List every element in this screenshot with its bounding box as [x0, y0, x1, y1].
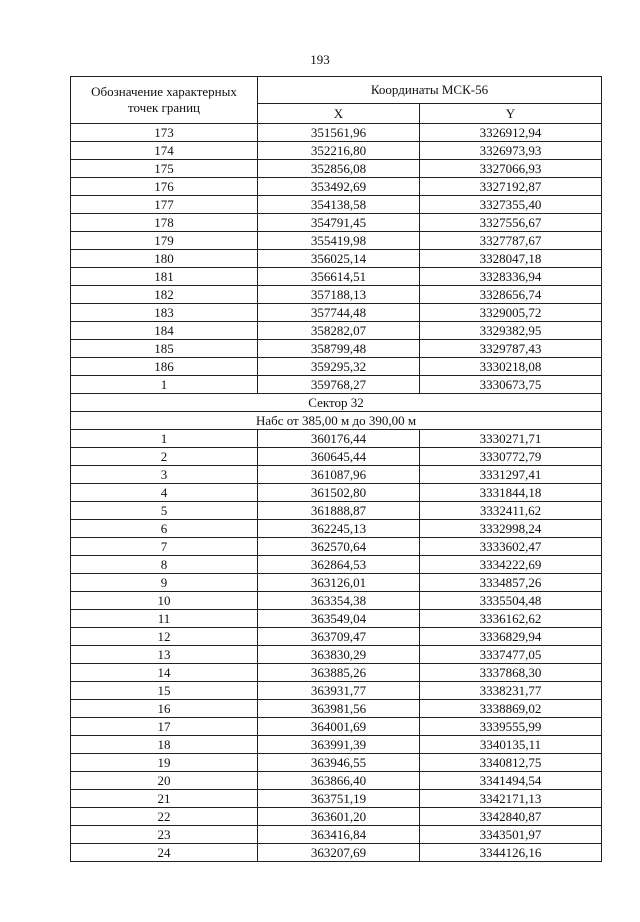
table-row [71, 142, 602, 160]
table-row [71, 268, 602, 286]
x-cell: 362864,53 [258, 556, 420, 574]
y-cell: 3338869,02 [420, 700, 602, 718]
point-cell: 20 [71, 772, 258, 790]
y-cell: 3337868,30 [420, 664, 602, 682]
point-cell: 5 [71, 502, 258, 520]
table-row [71, 520, 602, 538]
point-cell: 174 [71, 142, 258, 160]
y-cell: 3329787,43 [420, 340, 602, 358]
point-cell: 17 [71, 718, 258, 736]
points-column-header: Обозначение характерных точек границ [71, 77, 258, 124]
point-cell: 19 [71, 754, 258, 772]
point-cell: 4 [71, 484, 258, 502]
y-cell: 3330271,71 [420, 430, 602, 448]
x-cell: 363946,55 [258, 754, 420, 772]
point-cell: 15 [71, 682, 258, 700]
x-cell: 363354,38 [258, 592, 420, 610]
table-row [71, 772, 602, 790]
y-cell: 3326912,94 [420, 124, 602, 142]
y-cell: 3329005,72 [420, 304, 602, 322]
table-row [71, 574, 602, 592]
table-row [71, 178, 602, 196]
y-cell: 3334857,26 [420, 574, 602, 592]
x-cell: 359768,27 [258, 376, 420, 394]
point-cell: 173 [71, 124, 258, 142]
y-column-header: Y [420, 104, 602, 124]
y-cell: 3327192,87 [420, 178, 602, 196]
x-cell: 357744,48 [258, 304, 420, 322]
table-row [71, 844, 602, 862]
x-cell: 363549,04 [258, 610, 420, 628]
x-cell: 362570,64 [258, 538, 420, 556]
point-cell: 1 [71, 376, 258, 394]
table-row [71, 196, 602, 214]
y-cell: 3343501,97 [420, 826, 602, 844]
point-cell: 24 [71, 844, 258, 862]
point-cell: 184 [71, 322, 258, 340]
y-cell: 3341494,54 [420, 772, 602, 790]
table-row [71, 358, 602, 376]
point-cell: 10 [71, 592, 258, 610]
table-row [71, 754, 602, 772]
y-cell: 3334222,69 [420, 556, 602, 574]
y-cell: 3338231,77 [420, 682, 602, 700]
table-body-group-1 [71, 124, 602, 394]
table-row [71, 538, 602, 556]
table-row [71, 214, 602, 232]
y-cell: 3326973,93 [420, 142, 602, 160]
point-cell: 175 [71, 160, 258, 178]
point-cell: 13 [71, 646, 258, 664]
table-row [71, 340, 602, 358]
x-cell: 363931,77 [258, 682, 420, 700]
y-cell: 3332998,24 [420, 520, 602, 538]
x-cell: 355419,98 [258, 232, 420, 250]
x-cell: 354138,58 [258, 196, 420, 214]
point-cell: 178 [71, 214, 258, 232]
table-row [71, 610, 602, 628]
y-cell: 3328047,18 [420, 250, 602, 268]
x-cell: 360176,44 [258, 430, 420, 448]
point-cell: 16 [71, 700, 258, 718]
x-cell: 363416,84 [258, 826, 420, 844]
y-cell: 3339555,99 [420, 718, 602, 736]
table-row [71, 250, 602, 268]
x-cell: 351561,96 [258, 124, 420, 142]
point-cell: 14 [71, 664, 258, 682]
x-cell: 356025,14 [258, 250, 420, 268]
table-row [71, 124, 602, 142]
x-cell: 358799,48 [258, 340, 420, 358]
y-cell: 3340135,11 [420, 736, 602, 754]
point-cell: 176 [71, 178, 258, 196]
y-cell: 3330673,75 [420, 376, 602, 394]
table-body-group-2 [71, 430, 602, 862]
y-cell: 3328656,74 [420, 286, 602, 304]
x-cell: 354791,45 [258, 214, 420, 232]
x-column-header: X [258, 104, 420, 124]
table-row [71, 286, 602, 304]
table-row [71, 718, 602, 736]
x-cell: 359295,32 [258, 358, 420, 376]
y-cell: 3332411,62 [420, 502, 602, 520]
y-cell: 3329382,95 [420, 322, 602, 340]
x-cell: 361502,80 [258, 484, 420, 502]
table-row [71, 700, 602, 718]
point-cell: 9 [71, 574, 258, 592]
x-cell: 352216,80 [258, 142, 420, 160]
point-cell: 1 [71, 430, 258, 448]
table-row [71, 682, 602, 700]
sector-row [71, 394, 602, 412]
point-cell: 183 [71, 304, 258, 322]
y-cell: 3331297,41 [420, 466, 602, 484]
height-row [71, 412, 602, 430]
x-cell: 361888,87 [258, 502, 420, 520]
point-cell: 179 [71, 232, 258, 250]
x-cell: 352856,08 [258, 160, 420, 178]
point-cell: 8 [71, 556, 258, 574]
x-cell: 363601,20 [258, 808, 420, 826]
table-row [71, 430, 602, 448]
table-row [71, 592, 602, 610]
point-cell: 181 [71, 268, 258, 286]
x-cell: 363126,01 [258, 574, 420, 592]
x-cell: 364001,69 [258, 718, 420, 736]
y-cell: 3336829,94 [420, 628, 602, 646]
table-row [71, 304, 602, 322]
y-cell: 3328336,94 [420, 268, 602, 286]
x-cell: 363207,69 [258, 844, 420, 862]
table-header [71, 77, 602, 124]
y-cell: 3330772,79 [420, 448, 602, 466]
point-cell: 186 [71, 358, 258, 376]
x-cell: 363830,29 [258, 646, 420, 664]
point-cell: 22 [71, 808, 258, 826]
x-cell: 357188,13 [258, 286, 420, 304]
y-cell: 3342171,13 [420, 790, 602, 808]
coordinates-column-header: Координаты МСК-56 [258, 77, 602, 104]
coordinates-table [70, 76, 602, 862]
table-row [71, 664, 602, 682]
table-row [71, 826, 602, 844]
x-cell: 363709,47 [258, 628, 420, 646]
x-cell: 363981,56 [258, 700, 420, 718]
point-cell: 7 [71, 538, 258, 556]
table-row [71, 628, 602, 646]
table-row [71, 556, 602, 574]
y-cell: 3337477,05 [420, 646, 602, 664]
point-cell: 18 [71, 736, 258, 754]
point-cell: 185 [71, 340, 258, 358]
x-cell: 353492,69 [258, 178, 420, 196]
point-cell: 177 [71, 196, 258, 214]
point-cell: 23 [71, 826, 258, 844]
table-row [71, 808, 602, 826]
table-row [71, 232, 602, 250]
table-row [71, 484, 602, 502]
y-cell: 3342840,87 [420, 808, 602, 826]
y-cell: 3327556,67 [420, 214, 602, 232]
point-cell: 3 [71, 466, 258, 484]
sector-label: Сектор 32 [71, 394, 602, 412]
x-cell: 363751,19 [258, 790, 420, 808]
table-row [71, 448, 602, 466]
point-cell: 182 [71, 286, 258, 304]
x-cell: 361087,96 [258, 466, 420, 484]
y-cell: 3331844,18 [420, 484, 602, 502]
x-cell: 358282,07 [258, 322, 420, 340]
y-cell: 3327066,93 [420, 160, 602, 178]
point-cell: 6 [71, 520, 258, 538]
height-range-label: Набс от 385,00 м до 390,00 м [71, 412, 602, 430]
point-cell: 12 [71, 628, 258, 646]
point-cell: 11 [71, 610, 258, 628]
y-cell: 3327355,40 [420, 196, 602, 214]
table-row [71, 160, 602, 178]
y-cell: 3330218,08 [420, 358, 602, 376]
x-cell: 360645,44 [258, 448, 420, 466]
table-row [71, 376, 602, 394]
x-cell: 362245,13 [258, 520, 420, 538]
y-cell: 3340812,75 [420, 754, 602, 772]
y-cell: 3336162,62 [420, 610, 602, 628]
y-cell: 3335504,48 [420, 592, 602, 610]
page-number: 193 [310, 52, 330, 67]
point-cell: 180 [71, 250, 258, 268]
x-cell: 363866,40 [258, 772, 420, 790]
x-cell: 356614,51 [258, 268, 420, 286]
table-row [71, 646, 602, 664]
table-row [71, 466, 602, 484]
point-cell: 21 [71, 790, 258, 808]
table-row [71, 322, 602, 340]
x-cell: 363885,26 [258, 664, 420, 682]
x-cell: 363991,39 [258, 736, 420, 754]
y-cell: 3344126,16 [420, 844, 602, 862]
table-row [71, 502, 602, 520]
y-cell: 3333602,47 [420, 538, 602, 556]
y-cell: 3327787,67 [420, 232, 602, 250]
point-cell: 2 [71, 448, 258, 466]
sector-section [71, 394, 602, 430]
table-row [71, 790, 602, 808]
table-row [71, 736, 602, 754]
